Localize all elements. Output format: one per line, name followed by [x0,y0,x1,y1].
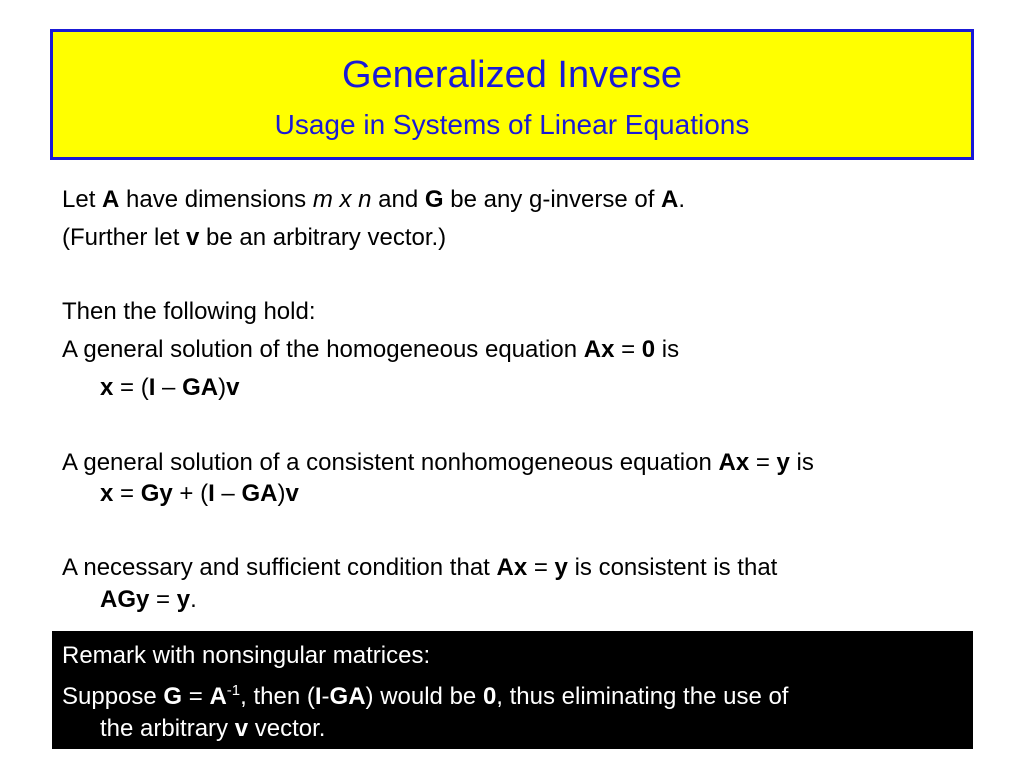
remark-line-2: the arbitrary v vector. [100,715,326,742]
body-line-6: A general solution of a consistent nonhomogeneous equation Ax = y is [62,449,814,476]
remark-line-1: Suppose $G = A^{-1}$, then (I-GA) would be 0, thus eliminating the use of [62,682,789,710]
body-line-7-nonhomogeneous-solution: x = Gy + (I – GA)v [100,480,299,507]
body-line-3: Then the following hold: [62,298,316,325]
remark-heading: Remark with nonsingular matrices: [62,642,431,669]
body-line-2: (Further let v be an arbitrary vector.) [62,224,447,251]
body-line-4: A general solution of the homogeneous equation Ax = 0 is [62,336,680,363]
slide-title: Generalized Inverse [341,54,683,96]
slide-subtitle: Usage in Systems of Linear Equations [274,109,750,140]
title-box [50,29,974,160]
body-line-5-homogeneous-solution: x = (I – GA)v [100,374,240,401]
body-line-1: Let A have dimensions m x n and G be any g-inverse of A. [62,186,686,213]
body-line-9-condition: AGy = y. [100,586,197,613]
body-line-8: A necessary and sufficient condition that Ax = y is consistent is that [62,554,778,581]
remark-box [52,631,973,749]
